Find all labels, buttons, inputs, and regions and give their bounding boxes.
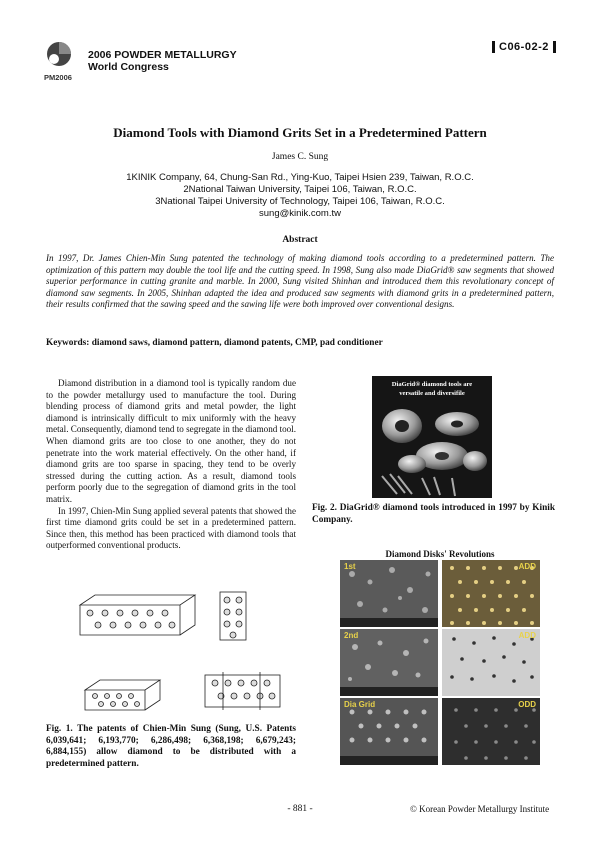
paper-title: Diamond Tools with Diamond Grits Set in a Predetermined Pattern <box>113 125 487 140</box>
conference-line-2: World Congress <box>88 61 169 73</box>
copyright: © Korean Powder Metallurgy Institute <box>410 804 550 814</box>
fig1-caption: Fig. 1. The patents of Chien-Min Sung (Sung, U.S. Patents 6,039,641; 6,193,770; 6,286,498; 6,368,198; 6,679,243; 6,884,155) allow diamond to be distributed with a predetermined pattern. <box>46 724 296 769</box>
affiliations <box>0 172 600 220</box>
keywords: Keywords: diamond saws, diamond pattern, diamond patents, CMP, pad conditioner <box>46 338 383 348</box>
abstract-text: In 1997, Dr. James Chien-Min Sung patented the technology of making diamond tools according to a predetermined pattern. The optimization of this pattern may double the tool life and the cutting speed. In 1998, Sung also made DiaGrid® saw segments that showed superior performance in cutting granite and marble. In 2000, Sung visited Shinhan and introduced them this revolutionary concept of diamond saw segments. In 2005, Shinhan adapted the idea and produced saw segments with diamond grits in a predetermined pattern, their results confirmed that the sawing speed and the sawing life were both improved over conventional designs. <box>46 253 554 309</box>
photo-banner-line-1: DiaGrid® diamond tools are <box>391 381 473 388</box>
conference-line-1: 2006 POWDER METALLURGY <box>88 49 237 61</box>
paper-code: C06-02-2 <box>492 41 556 53</box>
sem-image-2nd <box>340 629 438 696</box>
label-1st: 1st <box>344 562 356 571</box>
body-paragraph-2: In 1997, Chien-Min Sung applied several patents that showed the first time diamond grits could be set in a predetermined pattern. Since then, this method has been practiced with diamond tools that outperformed conventional products. <box>46 505 296 551</box>
fig2-caption: Fig. 2. DiaGrid® diamond tools introduced in 1997 by Kinik Company. <box>312 503 555 525</box>
sem-image-diagrid <box>340 698 438 765</box>
abstract-heading: Abstract <box>282 235 318 245</box>
author: James C. Sung <box>271 152 329 162</box>
affiliation-1: 1KINIK Company, 64, Chung-San Rd., Ying-Kuo, Taipei Hsien 239, Taiwan, R.O.C. <box>126 172 474 183</box>
disks-panel-title: Diamond Disks' Revolutions <box>385 549 495 559</box>
diagrid-tools-photo <box>372 376 492 498</box>
label-diagrid: Dia Grid <box>344 700 376 709</box>
page-number: - 881 - <box>287 804 313 814</box>
sem-image-1st <box>340 560 438 627</box>
label-add-2: ADD <box>518 631 536 640</box>
diamond-disks-panel <box>340 560 540 765</box>
author-email: sung@kinik.com.tw <box>259 208 341 219</box>
label-odd: ODD <box>518 700 536 709</box>
affiliation-2: 2National Taiwan University, Taipei 106, Taiwan, R.O.C. <box>183 184 417 195</box>
photo-add-2 <box>442 629 540 696</box>
label-add-1: ADD <box>518 562 536 571</box>
affiliation-3: 3National Taipei University of Technology, Taipei 106, Taiwan, R.O.C. <box>155 196 445 207</box>
photo-banner-line-2: versatile and diversifile <box>399 390 465 397</box>
logo-text: PM2006 <box>44 73 72 81</box>
photo-odd <box>442 698 540 765</box>
body-paragraph-1: Diamond distribution in a diamond tool is typically random due to the powder metallurgy used to manufacture the tool. During blending process of diamond grits and metal powder, the light diamond is intrinsically difficult to mix uniformly with the heavy metal. Consequently, diamond tend to segregate in the diamond tool. When diamond grits are too close to one another, they do not penetrate into the work material effectively. On the other hand, if diamond grits are too sparse in spacing, they tend to be overly stressed during the cutting action. As a result, diamond tools perform poorly due to the segregation of diamond grits in the tool matrix. <box>46 378 296 504</box>
conference-logo <box>42 41 76 81</box>
body-text <box>46 378 296 552</box>
conference-name <box>88 49 237 73</box>
label-2nd: 2nd <box>344 631 359 640</box>
patent-drawings <box>60 580 300 720</box>
photo-add-1 <box>442 560 540 627</box>
